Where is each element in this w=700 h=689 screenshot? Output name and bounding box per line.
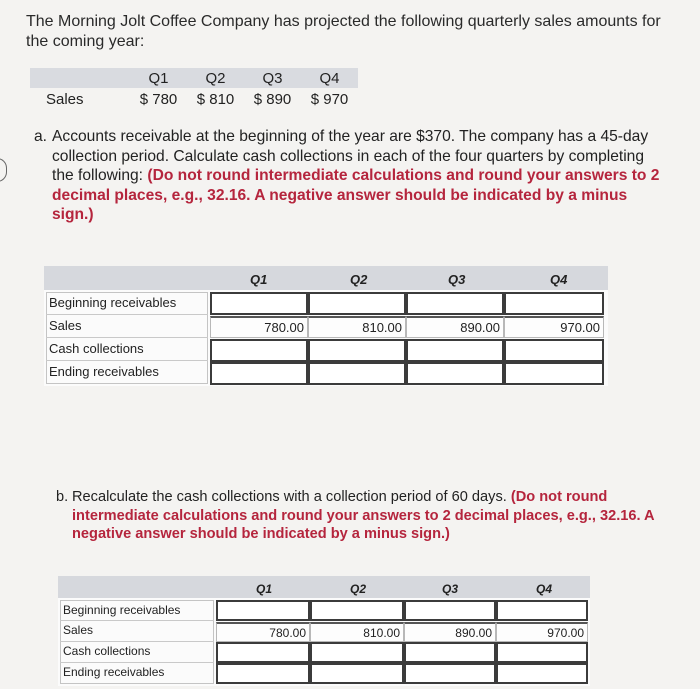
part-b-text: Recalculate the cash collections with a collection period of 60 days. [72, 489, 507, 505]
table-b-header-q2: Q2 [350, 582, 367, 596]
table-b-row-label: Ending receivables [63, 665, 165, 679]
part-a-question [34, 127, 666, 225]
intro-text: The Morning Jolt Coffee Company has projected the following quarterly sales amounts for the coming year: [26, 13, 661, 50]
table-b-header-q3: Q3 [442, 582, 459, 596]
table-a-end-q3-input[interactable] [406, 362, 504, 385]
table-b-end-q3-input[interactable] [404, 663, 496, 684]
table-b-end-q4-input[interactable] [496, 663, 588, 684]
table-b-cash-q4-input[interactable] [496, 642, 588, 663]
table-b-header-q4: Q4 [536, 582, 553, 596]
table-b-sales-q2: 810.00 [310, 622, 404, 642]
sales-header-q2: Q2 [205, 69, 226, 87]
table-b-begin-q1-input[interactable] [216, 600, 310, 621]
table-b-end-q1-input[interactable] [216, 663, 310, 684]
sales-table-header [30, 68, 358, 88]
table-a-cash-q2-input[interactable] [308, 339, 406, 362]
part-b-instruction: (Do not round intermediate calculations and round your answers to 2 decimal places, e.g., 32.16. A negative answer should be indicated by a minus sign.) [72, 489, 655, 542]
table-a-row-label: Beginning receivables [49, 295, 177, 310]
table-a-begin-q2-input[interactable] [308, 292, 406, 315]
page-edge-mark [0, 158, 7, 182]
table-a-row-label: Ending receivables [49, 364, 159, 379]
sales-row [30, 88, 358, 110]
table-a-row-label: Sales [49, 318, 82, 333]
sales-header-q3: Q3 [262, 69, 283, 87]
table-a-sales-q3: 890.00 [406, 316, 504, 338]
table-b-end-q2-input[interactable] [310, 663, 404, 684]
table-a-header-q4: Q4 [550, 272, 568, 287]
table-a-cash-q1-input[interactable] [210, 339, 308, 362]
table-a-sales-q4: 970.00 [504, 316, 604, 338]
table-b-header [58, 576, 590, 598]
part-b-letter: b. [56, 489, 69, 505]
table-b-header-q1: Q1 [256, 582, 273, 596]
table-a-end-q2-input[interactable] [308, 362, 406, 385]
table-a-header-q3: Q3 [448, 272, 466, 287]
table-a-cash-q4-input[interactable] [504, 339, 604, 362]
table-a-begin-q4-input[interactable] [504, 292, 604, 315]
sales-value-q3: $ 890 [253, 90, 292, 108]
table-b-begin-q3-input[interactable] [404, 600, 496, 621]
table-a-sales-q2: 810.00 [308, 316, 406, 338]
table-b-row-label: Sales [63, 623, 94, 637]
table-b [58, 576, 590, 686]
table-b-begin-q4-input[interactable] [496, 600, 588, 621]
table-b-sales-q3: 890.00 [404, 622, 496, 642]
table-a-header-q1: Q1 [250, 272, 268, 287]
table-b-cash-q2-input[interactable] [310, 642, 404, 663]
table-a-begin-q3-input[interactable] [406, 292, 504, 315]
table-b-sales-q4: 970.00 [496, 622, 588, 642]
sales-value-q4: $ 970 [310, 90, 349, 108]
table-b-cash-q3-input[interactable] [404, 642, 496, 663]
sales-value-q1: $ 780 [139, 90, 178, 108]
part-b-question [56, 488, 656, 544]
table-b-sales-q1: 780.00 [216, 622, 310, 642]
sales-table [30, 68, 358, 110]
table-a-end-q1-input[interactable] [210, 362, 308, 385]
table-b-begin-q2-input[interactable] [310, 600, 404, 621]
sales-header-q4: Q4 [319, 69, 340, 87]
table-b-row-label: Cash collections [63, 644, 151, 658]
sales-value-q2: $ 810 [196, 90, 235, 108]
table-a-cash-q3-input[interactable] [406, 339, 504, 362]
part-a-letter: a. [34, 128, 48, 145]
table-a-begin-q1-input[interactable] [210, 292, 308, 315]
part-a-text: Accounts receivable at the beginning of the year are $370. The company has a 45-day collection period. Calculate cash collections in each of the four quarters by completing the following: [52, 128, 649, 184]
table-a-end-q4-input[interactable] [504, 362, 604, 385]
table-a [44, 266, 608, 386]
sales-header-q1: Q1 [148, 69, 169, 87]
part-a-instruction: (Do not round intermediate calculations and round your answers to 2 decimal places, e.g., 32.16. A negative answer should be indicated by a minus sign.) [52, 167, 660, 223]
table-b-row-label: Beginning receivables [63, 603, 181, 617]
sales-row-label: Sales [46, 90, 84, 108]
table-a-header [44, 266, 608, 290]
table-b-cash-q1-input[interactable] [216, 642, 310, 663]
table-a-sales-q1: 780.00 [210, 316, 308, 338]
table-a-header-q2: Q2 [350, 272, 368, 287]
table-a-row-label: Cash collections [49, 341, 144, 356]
